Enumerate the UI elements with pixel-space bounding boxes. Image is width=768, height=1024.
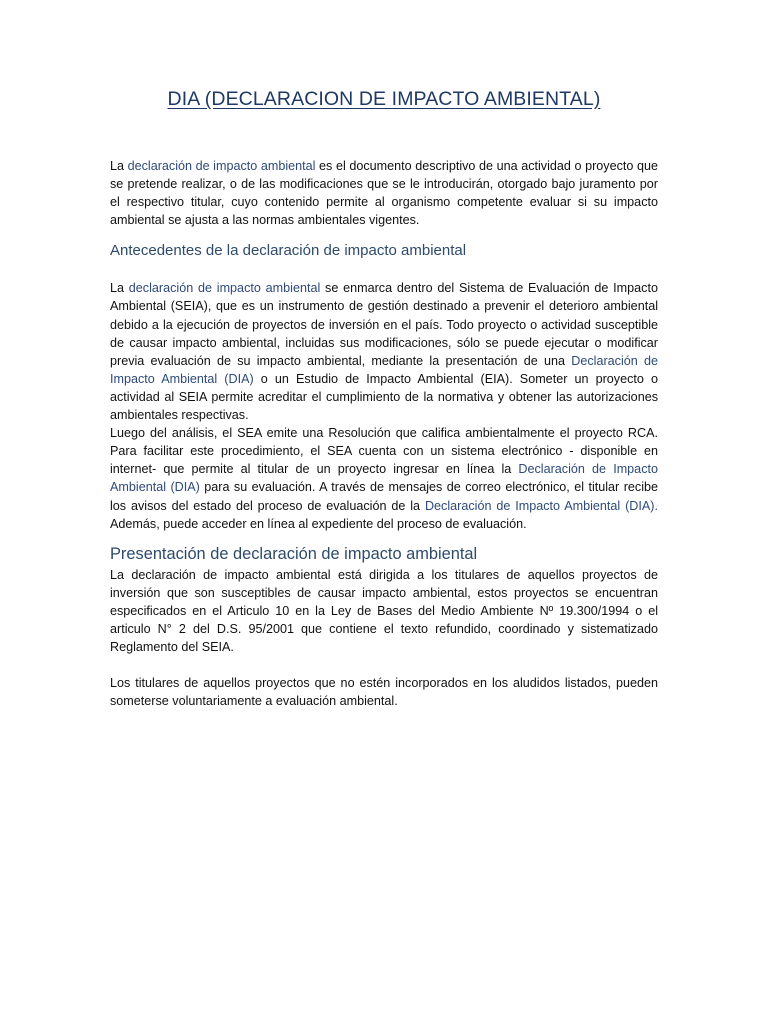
- antecedentes-p2-text-1: Luego del análisis, el SEA emite una Resolución que califica ambientalmente el proyecto RCA. Para facilitar este procedimiento, el SEA cuenta con un sistema electrónico - disponible en internet- que permite al titular de un proyecto ingresar en línea la: [110, 426, 658, 477]
- intro-paragraph: [110, 157, 658, 229]
- antecedentes-paragraph-2: [110, 424, 658, 533]
- antecedentes-p2-text-3: Además, puede acceder en línea al expediente del proceso de evaluación.: [110, 516, 527, 531]
- antecedentes-p2-link-dia-1[interactable]: Declaración de Impacto Ambiental (DIA): [110, 462, 658, 495]
- antecedentes-paragraph-1: [110, 279, 658, 424]
- antecedentes-p1-link-declaracion[interactable]: declaración de impacto ambiental: [128, 281, 321, 296]
- antecedentes-p1-text-3: o un Estudio de Impacto Ambiental (EIA). Someter un proyecto o actividad al SEIA permite acreditar el cumplimiento de la normativa y obtener las autorizaciones ambientales respectivas.: [110, 371, 658, 423]
- presentacion-paragraph-1: La declaración de impacto ambiental está dirigida a los titulares de aquellos proyectos de inversión que son susceptibles de causar impacto ambiental, estos proyectos se encuentran especificados en el Articulo 10 en la Ley de Bases del Medio Ambiente Nº 19.300/1994 o el articulo N° 2 del D.S. 95/2001 que contiene el texto refundido, coordinado y sistematizado Reglamento del SEIA.: [110, 567, 658, 655]
- intro-link-declaracion[interactable]: declaración de impacto ambiental: [127, 159, 316, 173]
- document-title: DIA (DECLARACION DE IMPACTO AMBIENTAL): [167, 88, 601, 110]
- antecedentes-p2-link-dia-2[interactable]: Declaración de Impacto Ambiental (DIA).: [424, 498, 658, 513]
- antecedentes-p2-text-2: para su evaluación. A través de mensajes de correo electrónico, el titular recibe los avisos del estado del proceso de evaluación de la: [110, 480, 658, 513]
- intro-text-end: es el documento descriptivo de una actividad o proyecto que se pretende realizar, o de las modificaciones que se le introducirán, otorgado bajo juramento por el respectivo titular, cuyo contenido permite al organismo competente evaluar si su impacto ambiental se ajusta a las normas ambientales vigentes.: [110, 159, 658, 228]
- intro-text-start: La: [110, 159, 128, 173]
- heading-antecedentes: Antecedentes de la declaración de impacto ambiental: [110, 242, 467, 260]
- heading-presentacion: Presentación de declaración de impacto ambiental: [110, 544, 478, 563]
- antecedentes-p1-text-1: La: [110, 281, 129, 296]
- antecedentes-p1-text-2: se enmarca dentro del Sistema de Evaluación de Impacto Ambiental (SEIA), que es un instrumento de gestión destinado a prevenir el deterioro ambiental debido a la ejecución de proyectos de inversión en el país. Todo proyecto o actividad susceptible de causar impacto ambiental, incluidas sus modificaciones, sólo se puede ejecutar o modificar previa evaluación de su impacto ambiental, mediante la presentación de una: [110, 281, 658, 368]
- antecedentes-p1-link-dia[interactable]: Declaración de Impacto Ambiental (DIA): [110, 353, 658, 386]
- presentacion-paragraph-2: Los titulares de aquellos proyectos que no estén incorporados en los aludidos listados, pueden someterse voluntariamente a evaluación ambiental.: [110, 676, 658, 709]
